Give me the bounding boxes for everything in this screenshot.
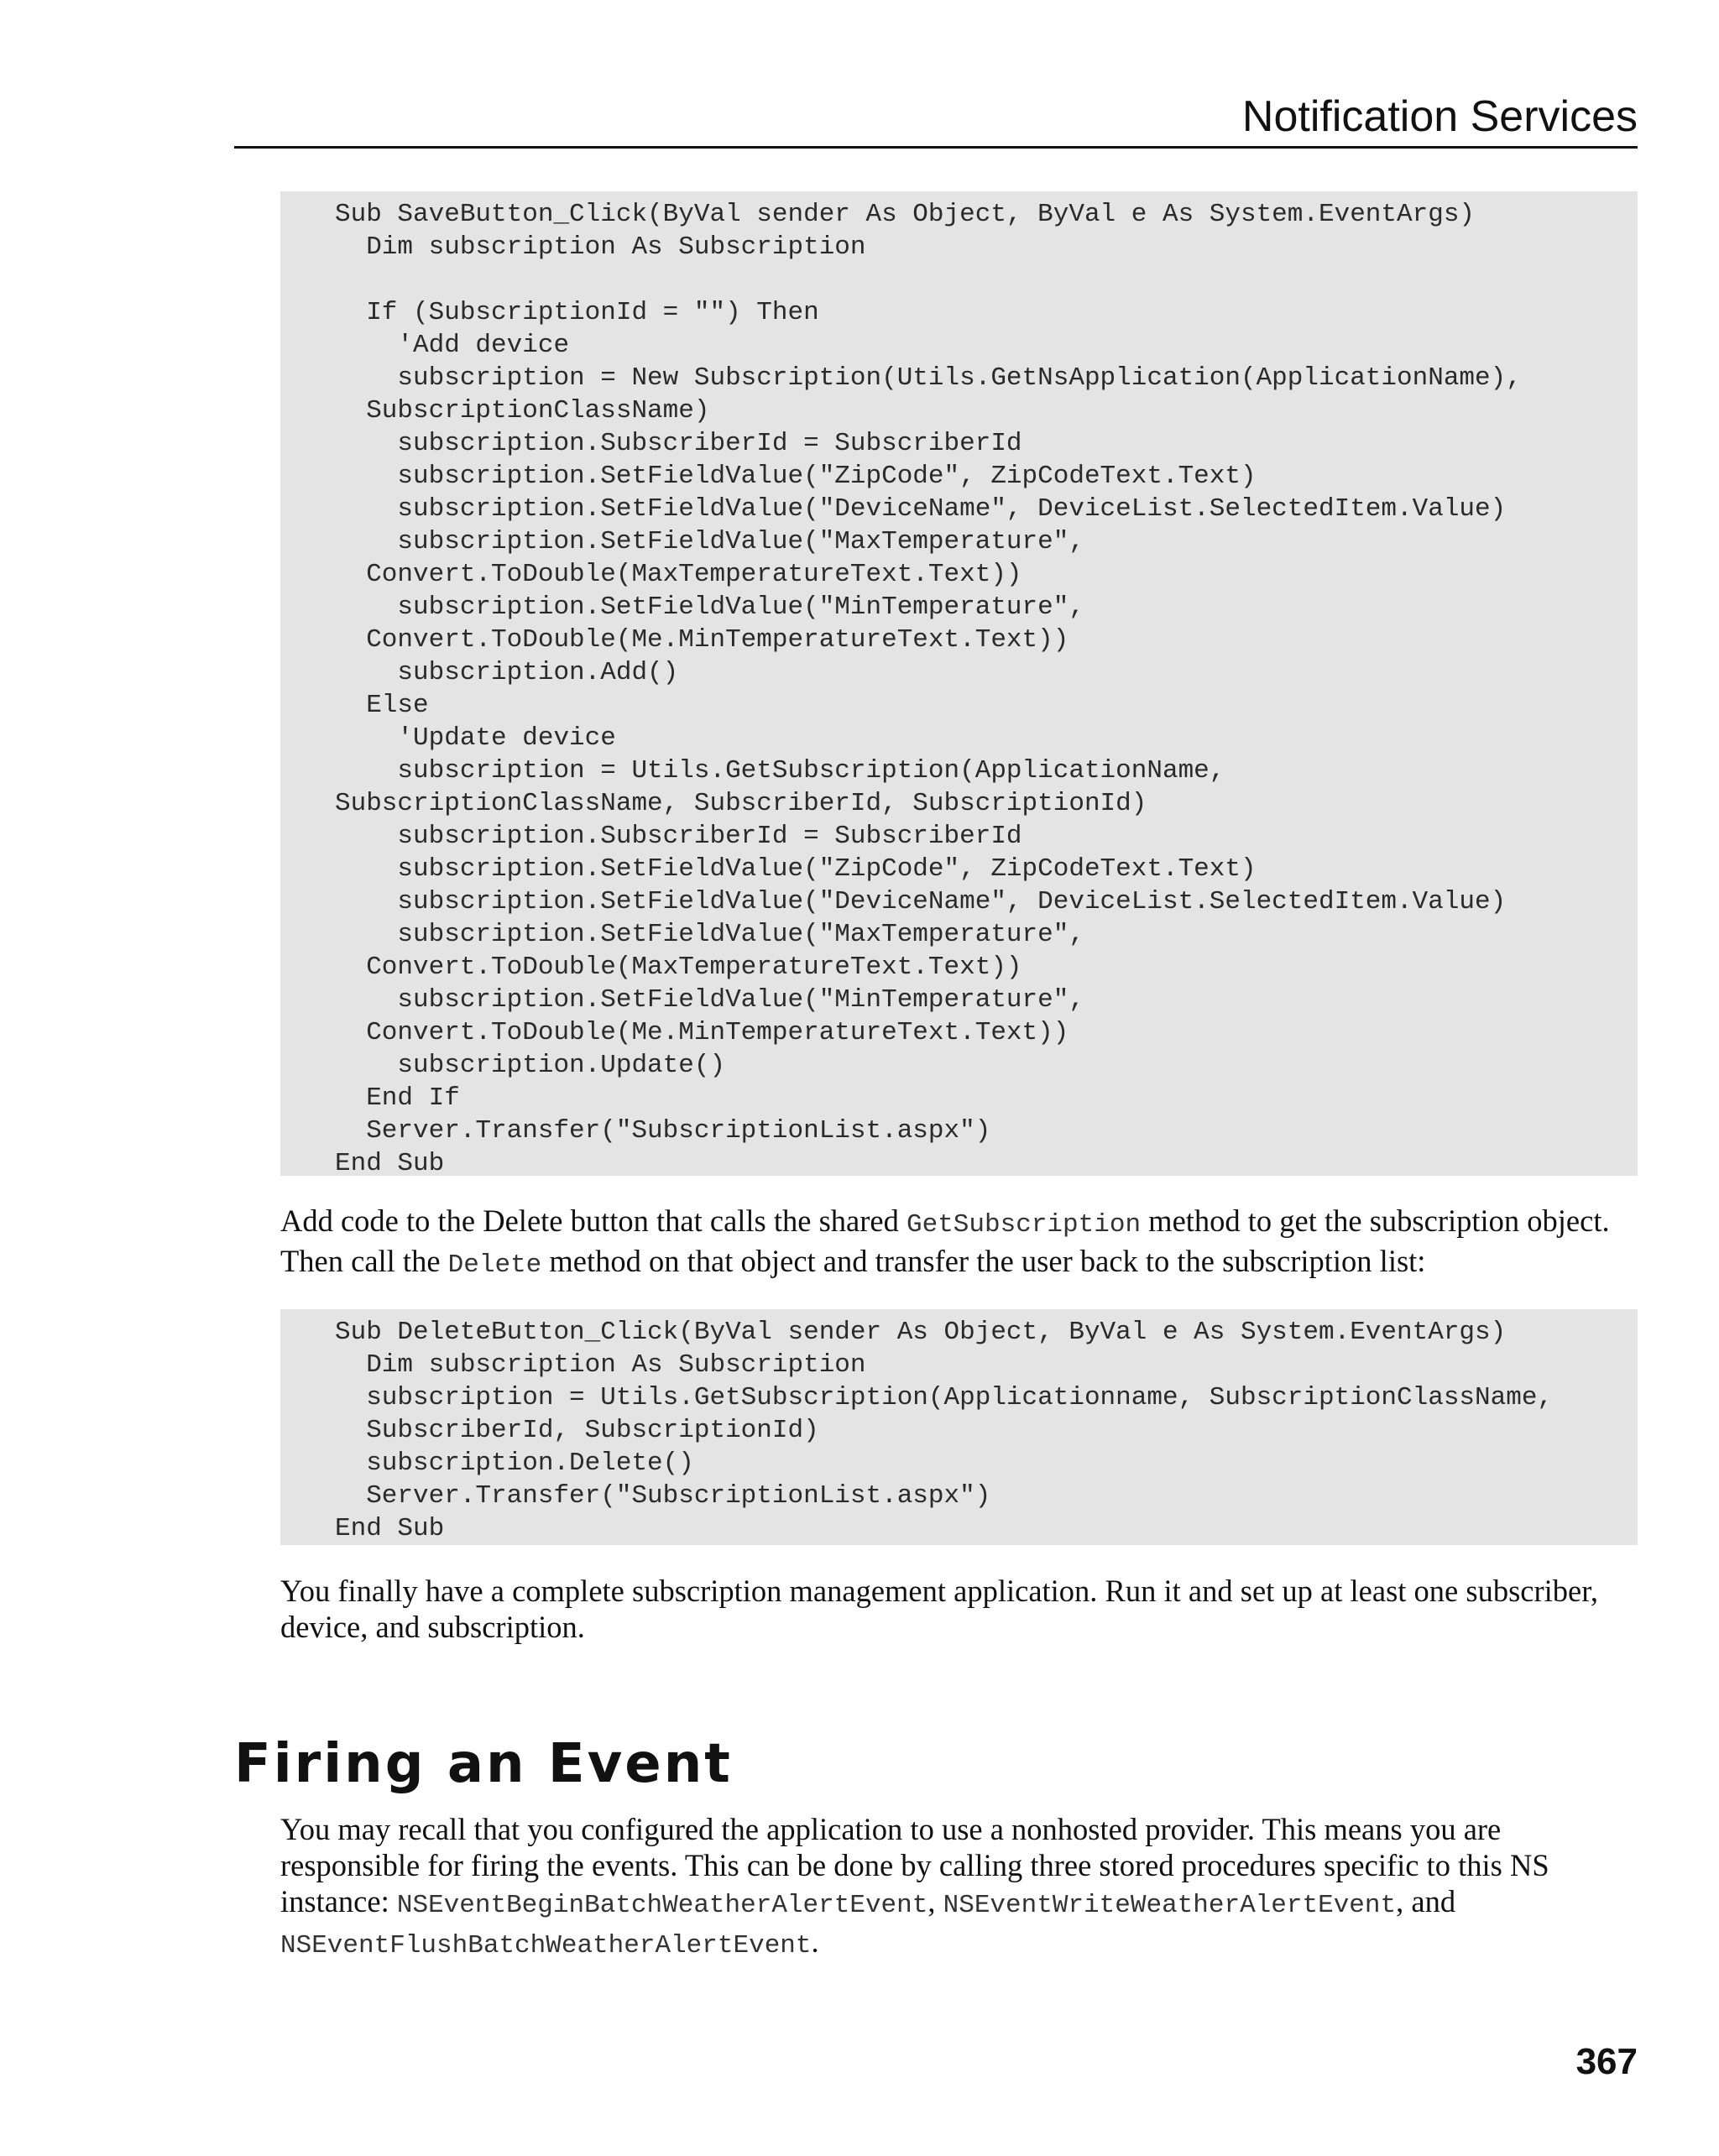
code-line: Convert.ToDouble(MaxTemperatureText.Text)): [335, 560, 1022, 589]
code-line: [335, 264, 1638, 296]
code-line: Sub SaveButton_Click(ByVal sender As Object, ByVal e As System.EventArgs): [335, 200, 1476, 229]
code-line: subscription.Delete(): [335, 1449, 694, 1478]
code-line: Server.Transfer("SubscriptionList.aspx"): [335, 1116, 991, 1146]
code-line: End If: [335, 1083, 460, 1113]
code-line: subscription.SubscriberId = SubscriberId: [335, 822, 1022, 851]
inline-code: Delete: [447, 1250, 542, 1280]
paragraph-text: You finally have a complete subscription management application. Run it and set up at least one subscriber, device, and subscription.: [280, 1574, 1599, 1644]
paragraph-text: Add code to the Delete button that calls the shared: [280, 1203, 907, 1238]
paragraph-delete-button: [280, 1203, 1638, 1283]
code-line: Dim subscription As Subscription: [335, 1350, 866, 1380]
inline-code: GetSubscription: [907, 1210, 1142, 1240]
paragraph-text: , and: [1396, 1884, 1456, 1918]
paragraph-text: method on that object and transfer the user back to the subscription list:: [541, 1244, 1426, 1278]
code-line: If (SubscriptionId = "") Then: [335, 298, 819, 327]
paragraph-complete-app: [280, 1573, 1638, 1645]
code-line: SubscriberId, SubscriptionId): [335, 1416, 819, 1445]
code-line: Server.Transfer("SubscriptionList.aspx"): [335, 1481, 991, 1511]
code-line: Dim subscription As Subscription: [335, 232, 866, 262]
code-line: SubscriptionClassName): [335, 396, 710, 425]
paragraph-text: method to get the subscription object. Then call the: [280, 1203, 1610, 1278]
code-line: subscription = Utils.GetSubscription(Applicationname, SubscriptionClassName,: [335, 1383, 1554, 1412]
code-line: 'Add device: [335, 331, 570, 360]
code-line: Convert.ToDouble(Me.MinTemperatureText.Text)): [335, 625, 1069, 655]
code-line: subscription.SubscriberId = SubscriberId: [335, 429, 1022, 458]
code-line: subscription = New Subscription(Utils.GetNsApplication(ApplicationName),: [335, 363, 1522, 393]
header-title: Notification Services: [1241, 92, 1638, 141]
code-line: Else: [335, 691, 429, 720]
code-line: subscription.SetFieldValue("DeviceName", DeviceList.SelectedItem.Value): [335, 887, 1507, 916]
code-line: 'Update device: [335, 723, 616, 753]
code-line: subscription.SetFieldValue("MaxTemperature",: [335, 527, 1084, 556]
code-line: End Sub: [335, 1514, 445, 1543]
code-line: subscription.SetFieldValue("MinTemperature",: [335, 593, 1084, 622]
section-heading: Firing an Event: [234, 1733, 733, 1795]
paragraph-text: You may recall that you configured the application to use a nonhosted provider. This means you are responsible for firing the events. This can be done by calling three stored procedures specific to this NS instance:: [280, 1812, 1549, 1918]
code-line: subscription.SetFieldValue("ZipCode", ZipCodeText.Text): [335, 854, 1257, 884]
inline-code: NSEventWriteWeatherAlertEvent: [943, 1891, 1397, 1920]
code-line: subscription.Update(): [335, 1051, 726, 1080]
page-number: 367: [1575, 2041, 1638, 2082]
code-line: Sub DeleteButton_Click(ByVal sender As Object, ByVal e As System.EventArgs): [335, 1318, 1507, 1347]
code-line: subscription.SetFieldValue("DeviceName", DeviceList.SelectedItem.Value): [335, 494, 1507, 524]
code-line: subscription.SetFieldValue("ZipCode", ZipCodeText.Text): [335, 462, 1257, 491]
code-line: SubscriptionClassName, SubscriberId, SubscriptionId): [335, 789, 1147, 818]
inline-code: NSEventFlushBatchWeatherAlertEvent: [280, 1931, 812, 1960]
code-line: subscription = Utils.GetSubscription(ApplicationName,: [335, 756, 1225, 786]
code-line: subscription.SetFieldValue("MaxTemperature",: [335, 920, 1084, 949]
code-block-save-button: [280, 191, 1638, 1176]
code-line: Convert.ToDouble(MaxTemperatureText.Text)): [335, 953, 1022, 982]
code-line: subscription.Add(): [335, 658, 679, 687]
code-block-delete-button: [280, 1309, 1638, 1545]
code-line: Convert.ToDouble(Me.MinTemperatureText.Text)): [335, 1018, 1069, 1047]
code-line: subscription.SetFieldValue("MinTemperature",: [335, 985, 1084, 1015]
paragraph-firing-event: [280, 1811, 1638, 1964]
inline-code: NSEventBeginBatchWeatherAlertEvent: [396, 1891, 928, 1920]
paragraph-text: .: [811, 1924, 819, 1959]
code-line: End Sub: [335, 1149, 445, 1178]
paragraph-text: ,: [927, 1884, 943, 1918]
running-header: [234, 91, 1638, 149]
